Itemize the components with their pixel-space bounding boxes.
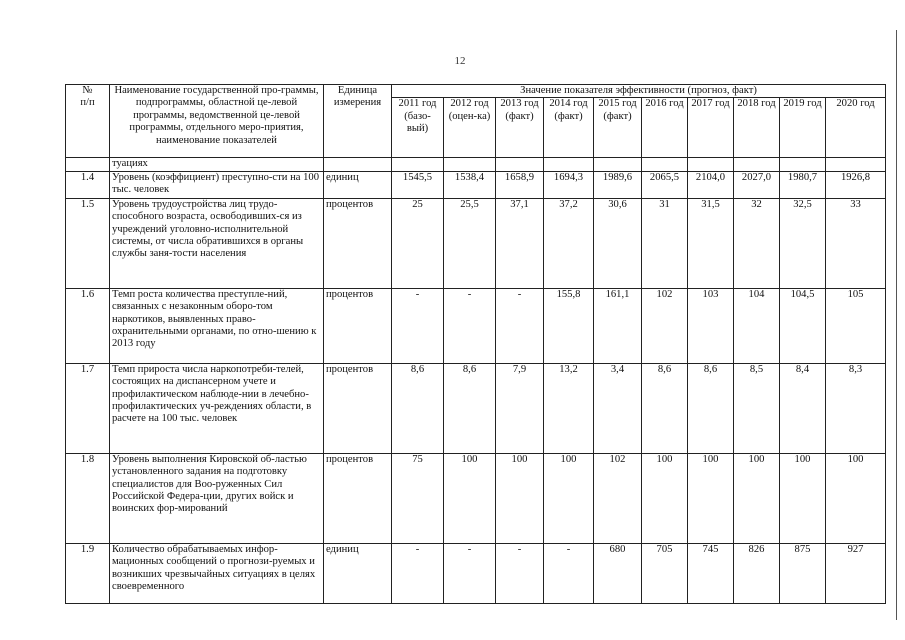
value-cell: 1538,4 [444,171,496,198]
value-cell: 161,1 [594,288,642,363]
value-cell: - [392,288,444,363]
header-year: 2020 год [826,98,886,158]
value-cell: 75 [392,453,444,543]
value-cell: 8,4 [780,363,826,453]
row-number: 1.8 [66,453,110,543]
table-row [66,198,886,288]
row-name: Темп роста количества преступле-ний, связанных с незаконным оборо-том наркотиков, выявленных право-охранительными органами, по отно-шению к 2013 году [110,288,324,363]
table-row [66,363,886,453]
value-cell: 100 [780,453,826,543]
value-cell: - [496,288,544,363]
header-year: 2016 год [642,98,688,158]
value-cell: 1658,9 [496,171,544,198]
value-cell: - [496,543,544,603]
table-row [66,288,886,363]
value-cell: 100 [444,453,496,543]
header-year: 2011 год (базо-вый) [392,98,444,158]
page-number: 12 [454,55,466,67]
value-cell: 1980,7 [780,171,826,198]
value-cell: 103 [688,288,734,363]
row-name: туациях [110,158,324,171]
table-row [66,543,886,603]
value-cell: 33 [826,198,886,288]
row-unit: процентов [324,288,392,363]
value-cell: 1989,6 [594,171,642,198]
header-values-group: Значение показателя эффективности (прогноз, факт) [392,85,886,98]
value-cell: 37,1 [496,198,544,288]
row-number: 1.4 [66,171,110,198]
value-cell: 745 [688,543,734,603]
value-cell: 927 [826,543,886,603]
value-cell: - [444,543,496,603]
value-cell: 102 [642,288,688,363]
value-cell: 31 [642,198,688,288]
value-cell: 875 [780,543,826,603]
value-cell: 104,5 [780,288,826,363]
row-unit: единиц [324,171,392,198]
value-cell: 1694,3 [544,171,594,198]
value-cell: 100 [544,453,594,543]
header-year: 2018 год [734,98,780,158]
header-year: 2015 год (факт) [594,98,642,158]
value-cell: 8,6 [444,363,496,453]
value-cell: 1926,8 [826,171,886,198]
value-cell: 8,6 [392,363,444,453]
value-cell: 104 [734,288,780,363]
header-unit: Единица измерения [324,85,392,158]
value-cell: - [444,288,496,363]
value-cell: 100 [496,453,544,543]
value-cell: 8,5 [734,363,780,453]
value-cell: 2104,0 [688,171,734,198]
value-cell: 680 [594,543,642,603]
value-cell: 705 [642,543,688,603]
row-unit: единиц [324,543,392,603]
header-year: 2019 год [780,98,826,158]
value-cell: 25 [392,198,444,288]
value-cell: 100 [688,453,734,543]
value-cell: 32 [734,198,780,288]
value-cell: 31,5 [688,198,734,288]
indicator-table [65,84,886,604]
value-cell: 3,4 [594,363,642,453]
row-name: Уровень трудоустройства лиц трудо-способного возраста, освободивших-ся из учреждений уголовно-исполнительной системы, от числа обратившихся в органы службы заня-тости населения [110,198,324,288]
value-cell: 25,5 [444,198,496,288]
row-number: 1.9 [66,543,110,603]
header-name: Наименование государственной про-граммы, подпрограммы, областной це-левой программы, ведомственной це-левой программы, отдельного меро-приятия, наименование показателей [110,85,324,158]
row-name: Уровень выполнения Кировской об-ластью установленного задания на подготовку специалистов для Воо-руженных Сил Российской Федера-ции, других войск и воинских фор-мирований [110,453,324,543]
value-cell: 8,6 [688,363,734,453]
row-unit: процентов [324,453,392,543]
row-number: 1.6 [66,288,110,363]
value-cell: 7,9 [496,363,544,453]
header-year: 2012 год (оцен-ка) [444,98,496,158]
row-name: Темп прироста числа наркопотреби-телей, состоящих на диспансерном учете и профилактическом наблюде-нии в лечебно-профилактических уч-реждениях области, в расчете на 100 тыс. человек [110,363,324,453]
value-cell: 8,3 [826,363,886,453]
row-number: 1.7 [66,363,110,453]
value-cell: 37,2 [544,198,594,288]
value-cell: 102 [594,453,642,543]
value-cell: 100 [734,453,780,543]
header-year: 2017 год [688,98,734,158]
table-row [66,171,886,198]
value-cell: 30,6 [594,198,642,288]
value-cell: 2065,5 [642,171,688,198]
header-year: 2013 год (факт) [496,98,544,158]
value-cell: 155,8 [544,288,594,363]
value-cell: - [544,543,594,603]
value-cell: 8,6 [642,363,688,453]
value-cell: 105 [826,288,886,363]
value-cell: - [392,543,444,603]
header-year: 2014 год (факт) [544,98,594,158]
header-no: № п/п [66,85,110,158]
value-cell: 100 [642,453,688,543]
table-row [66,158,886,171]
row-name: Количество обрабатываемых инфор-мационных сообщений о прогнози-руемых и возникших чрезвычайных ситуациях в целях своевременного [110,543,324,603]
row-unit: процентов [324,198,392,288]
value-cell: 2027,0 [734,171,780,198]
row-unit: процентов [324,363,392,453]
scan-edge-line [896,30,897,620]
value-cell: 13,2 [544,363,594,453]
value-cell: 32,5 [780,198,826,288]
value-cell: 826 [734,543,780,603]
table-row [66,453,886,543]
value-cell: 1545,5 [392,171,444,198]
row-name: Уровень (коэффициент) преступно-сти на 100 тыс. человек [110,171,324,198]
row-number: 1.5 [66,198,110,288]
value-cell: 100 [826,453,886,543]
